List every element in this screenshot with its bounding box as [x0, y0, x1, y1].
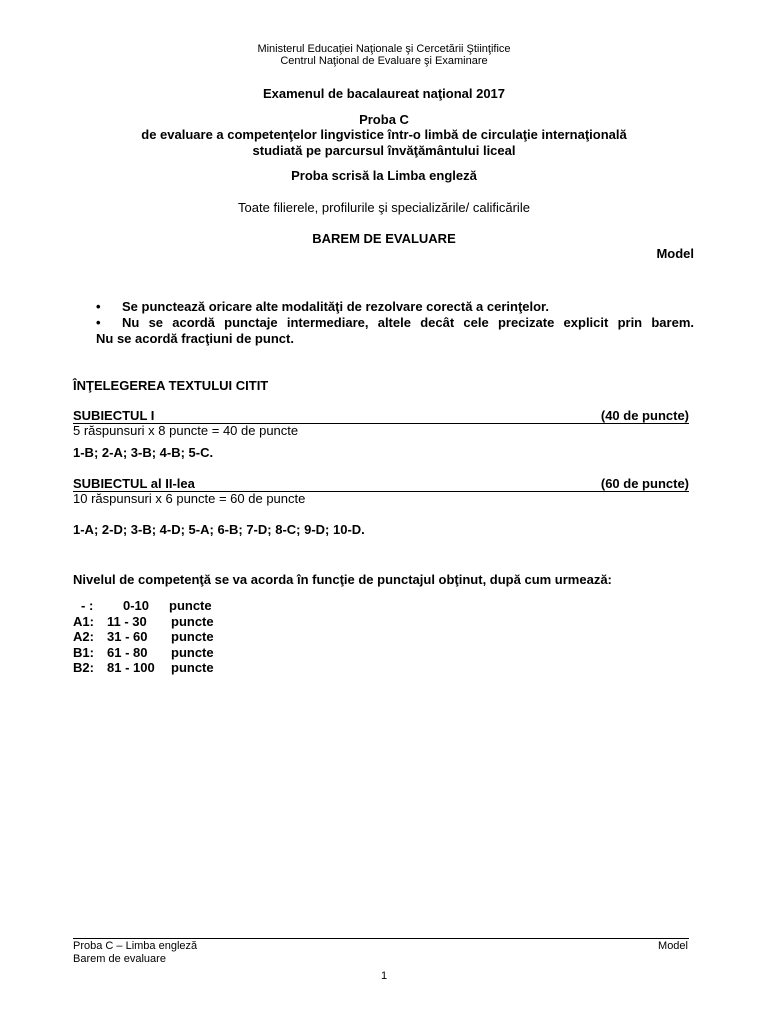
footer-barem: Barem de evaluare	[73, 953, 166, 965]
bullet-text: Se punctează oricare alte modalităţi de rezolvare corectă a cerinţelor.	[122, 299, 550, 314]
bullet-item	[96, 315, 694, 331]
level-code: B1:	[73, 644, 94, 660]
proba-title: Proba C	[359, 112, 409, 127]
level-unit: puncte	[171, 660, 214, 675]
level-code: B2:	[73, 660, 94, 675]
proba-description-line1: de evaluare a competenţelor lingvistice într-o limbă de circulaţie internaţională	[141, 127, 627, 142]
ministry-header: Ministerul Educaţiei Naţionale şi Cercetării Ştiinţifice	[257, 43, 511, 55]
barem-title: BAREM DE EVALUARE	[312, 231, 456, 246]
footer-divider	[73, 938, 689, 939]
level-unit: puncte	[169, 598, 212, 613]
exam-title: Examenul de bacalaureat naţional 2017	[262, 86, 506, 101]
competence-intro: Nivelul de competenţă se va acorda în funcţie de punctajul obţinut, după cum urmează:	[73, 572, 612, 587]
written-exam-title: Proba scrisă la Limba engleză	[291, 168, 477, 183]
subject1-heading	[73, 408, 689, 424]
section-title: ÎNŢELEGEREA TEXTULUI CITIT	[73, 378, 269, 393]
subject2-answers: 1-A; 2-D; 3-B; 4-D; 5-A; 6-B; 7-D; 8-C; 9-D; 10-D.	[73, 522, 365, 537]
footer-model: Model	[658, 940, 688, 952]
level-range: 11 - 30	[107, 613, 147, 629]
bullet-icon: •	[96, 315, 101, 330]
center-header: Centrul Naţional de Evaluare şi Examinare	[280, 55, 488, 67]
subject2-label: SUBIECTUL al II-lea	[73, 476, 195, 491]
page-number: 1	[380, 970, 388, 982]
level-unit: puncte	[171, 613, 214, 629]
level-code: A1:	[73, 613, 94, 629]
model-label: Model	[656, 246, 694, 261]
level-unit: puncte	[171, 644, 214, 660]
subject1-answers: 1-B; 2-A; 3-B; 4-B; 5-C.	[73, 445, 214, 460]
subject1-points: (40 de puncte)	[600, 408, 689, 423]
level-range: 31 - 60	[107, 629, 148, 644]
bullet-item	[96, 299, 694, 315]
level-code: - :	[81, 598, 94, 613]
subject2-heading	[73, 476, 689, 492]
bullet-text: Nu se acordă punctaje intermediare, altele decât cele precizate explicit prin barem.	[122, 315, 694, 330]
subject2-formula: 10 răspunsuri x 6 puncte = 60 de puncte	[73, 491, 306, 506]
level-range: 0-10	[123, 598, 150, 613]
footer-subject: Proba C – Limba engleză	[73, 940, 198, 952]
subject2-points: (60 de puncte)	[600, 476, 689, 491]
bullet-icon: •	[96, 299, 101, 314]
level-range: 81 - 100	[107, 660, 155, 675]
level-unit: puncte	[171, 629, 214, 644]
scope-text: Toate filierele, profilurile şi specializările/ calificările	[238, 200, 530, 215]
level-range: 61 - 80	[107, 644, 148, 660]
proba-description-line2: studiată pe parcursul învăţământului liceal	[252, 143, 516, 158]
subject1-label: SUBIECTUL I	[73, 408, 155, 423]
level-code: A2:	[73, 629, 94, 644]
bullet-continuation: Nu se acordă fracţiuni de punct.	[96, 331, 294, 346]
subject1-formula: 5 răspunsuri x 8 puncte = 40 de puncte	[73, 423, 299, 438]
